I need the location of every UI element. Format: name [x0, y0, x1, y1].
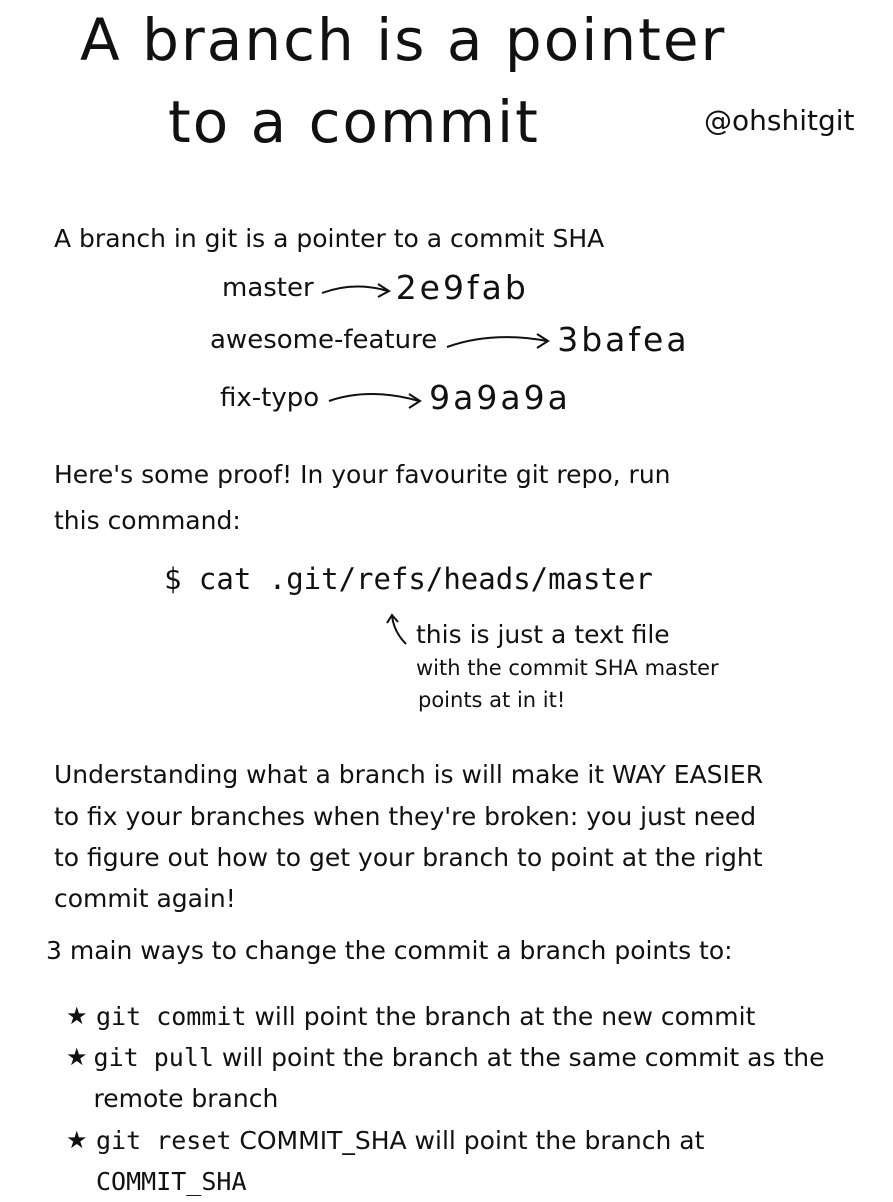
- proof-text-line-1: Here's some proof! In your favourite git repo, run: [54, 460, 671, 489]
- note-line-3: points at in it!: [418, 688, 566, 712]
- understanding-line-3: to figure out how to get your branch to point at the right: [54, 843, 763, 872]
- arrow-icon: [437, 325, 557, 355]
- note-line-1: this is just a text file: [416, 620, 670, 649]
- pointer-row-fix-typo: [220, 378, 571, 417]
- star-icon: ★: [66, 1126, 88, 1154]
- arrow-icon: [319, 383, 429, 413]
- shell-command: $ cat .git/refs/heads/master: [164, 562, 653, 596]
- commit-sha: 2e9fab: [395, 268, 529, 307]
- arrow-icon: [314, 273, 396, 303]
- bullet-description: COMMIT_SHA will point the branch at: [231, 1126, 705, 1155]
- git-command: git reset: [96, 1126, 232, 1155]
- understanding-line-4: commit again!: [54, 884, 236, 913]
- list-item: [66, 1037, 856, 1119]
- annotation-arrow-icon: [384, 612, 414, 652]
- commit-sha: 9a9a9a: [429, 378, 571, 417]
- page-title-line-1: A branch is a pointer: [80, 6, 727, 74]
- git-command: git pull: [93, 1043, 214, 1072]
- intro-text: A branch in git is a pointer to a commit SHA: [54, 224, 605, 253]
- note-line-2: with the commit SHA master: [416, 656, 719, 680]
- list-item: [66, 996, 846, 1037]
- branch-name: master: [222, 272, 314, 303]
- bullet-description: will point the branch at the new commit: [246, 1002, 756, 1031]
- bullet-text: [94, 1037, 856, 1119]
- bullet-text: [96, 996, 755, 1037]
- list-item: [66, 1120, 846, 1202]
- author-handle: @ohshitgit: [704, 104, 855, 137]
- proof-text-line-2: this command:: [54, 506, 241, 535]
- star-icon: ★: [66, 1043, 88, 1071]
- commit-sha-placeholder: COMMIT_SHA: [96, 1167, 247, 1196]
- branch-name: fix-typo: [220, 382, 320, 413]
- bullet-text: [96, 1120, 704, 1202]
- branch-name: awesome-feature: [210, 324, 438, 355]
- understanding-line-2: to fix your branches when they're broken: you just need: [54, 802, 757, 831]
- pointer-row-awesome-feature: [210, 320, 690, 359]
- bullet-description: will point the branch at the same commit as the remote branch: [93, 1043, 825, 1113]
- page-title-line-2: to a commit: [168, 88, 540, 156]
- understanding-line-1: Understanding what a branch is will make it WAY EASIER: [54, 760, 764, 789]
- pointer-row-master: [222, 268, 529, 307]
- ways-heading: 3 main ways to change the commit a branch points to:: [46, 936, 733, 965]
- git-command: git commit: [96, 1002, 247, 1031]
- commit-sha: 3bafea: [557, 320, 690, 359]
- star-icon: ★: [66, 1002, 88, 1030]
